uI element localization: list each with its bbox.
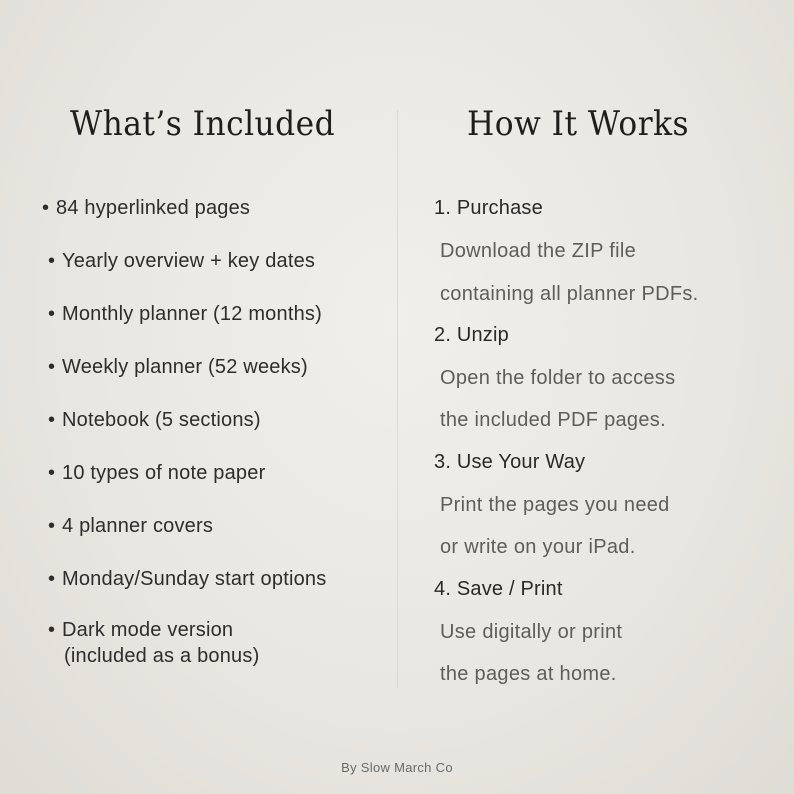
included-item-label: Monthly planner (12 months) xyxy=(62,303,322,325)
bullet-icon: • xyxy=(48,462,56,484)
step-title: 4. Save / Print xyxy=(434,578,563,600)
step-description: Use digitally or print xyxy=(440,621,623,643)
bullet-icon: • xyxy=(42,197,50,219)
included-item-label: 84 hyperlinked pages xyxy=(56,197,251,219)
included-item-label: Yearly overview + key dates xyxy=(62,250,316,272)
step-title: 2. Unzip xyxy=(434,324,509,346)
step-title: 3. Use Your Way xyxy=(434,451,586,473)
included-item-label: Monday/Sunday start options xyxy=(62,568,327,590)
bullet-icon: • xyxy=(48,356,56,378)
step-description: the included PDF pages. xyxy=(440,409,666,431)
bullet-icon: • xyxy=(48,303,56,325)
step-title: 1. Purchase xyxy=(434,197,543,219)
whats-included-heading: What’s Included xyxy=(70,104,336,144)
bullet-icon: • xyxy=(48,409,56,431)
bullet-icon: • xyxy=(48,250,56,272)
step-description: Download the ZIP file xyxy=(440,240,637,262)
step-description: Open the folder to access xyxy=(440,367,676,389)
bullet-icon: • xyxy=(48,515,56,537)
included-item-label: 10 types of note paper xyxy=(62,462,266,484)
step-description: containing all planner PDFs. xyxy=(440,283,699,305)
included-item-label: Dark mode version xyxy=(62,619,234,641)
step-description: or write on your iPad. xyxy=(440,536,636,558)
step-description: the pages at home. xyxy=(440,663,617,685)
brand-footer: By Slow March Co xyxy=(341,760,453,775)
bullet-icon: • xyxy=(48,619,56,641)
included-item-label: Weekly planner (52 weeks) xyxy=(62,356,308,378)
included-item-label: 4 planner covers xyxy=(62,515,214,537)
bullet-icon: • xyxy=(48,568,56,590)
step-description: Print the pages you need xyxy=(440,494,670,516)
how-it-works-heading: How It Works xyxy=(467,104,690,144)
included-item-label-continued: (included as a bonus) xyxy=(64,645,260,667)
included-item-label: Notebook (5 sections) xyxy=(62,409,261,431)
